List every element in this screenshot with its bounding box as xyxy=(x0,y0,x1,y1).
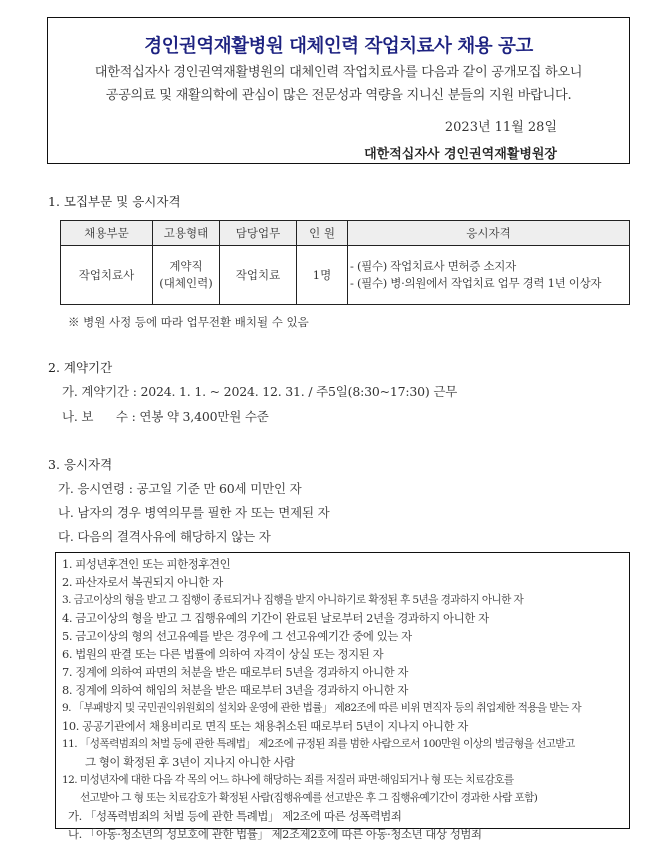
age-requirement: 가. 응시연령 : 공고일 기준 만 60세 미만인 자 xyxy=(58,481,302,496)
section-2-title: 2. 계약기간 xyxy=(48,360,113,375)
col-header-duty: 담당업무 xyxy=(220,221,297,246)
col-header-department: 채용부문 xyxy=(61,221,153,246)
col-header-employment-type: 고용형태 xyxy=(153,221,220,246)
list-item: 6. 법원의 판결 또는 다른 법률에 의하여 자격이 상실 또는 정지된 자 xyxy=(62,647,384,661)
intro-text xyxy=(54,61,623,107)
list-item: 2. 파산자로서 복권되지 아니한 자 xyxy=(62,575,223,589)
list-item: 7. 징계에 의하여 파면의 처분을 받은 때로부터 5년을 경과하지 아니한 자 xyxy=(62,665,409,679)
list-item: 8. 징계에 의하여 해임의 처분을 받은 때로부터 3년을 경과하지 아니한 자 xyxy=(62,683,409,697)
table-header-row xyxy=(61,221,630,246)
employment-type-line-2: (대체인력) xyxy=(159,276,213,290)
list-subitem: 가. 「성폭력범죄의 처벌 등에 관한 특례법」 제2조에 따른 성폭력범죄 xyxy=(68,809,402,823)
col-header-headcount: 인 원 xyxy=(297,221,348,246)
employment-type-line-1: 계약직 xyxy=(169,259,203,273)
section-3-title: 3. 응시자격 xyxy=(48,457,113,472)
section-1-title: 1. 모집부문 및 응시자격 xyxy=(48,194,181,209)
list-item: 10. 공공기관에서 채용비리로 면직 또는 채용취소된 때로부터 5년이 지나지 아니한 자 xyxy=(62,719,468,733)
reassignment-note: ※ 병원 사정 등에 따라 업무전환 배치될 수 있음 xyxy=(68,315,309,329)
intro-line-2: 공공의료 및 재활의학에 관심이 많은 전문성과 역량을 지니신 분들의 지원 바랍니다. xyxy=(105,88,572,103)
disqualification-list xyxy=(55,552,630,841)
contract-period: 가. 계약기간 : 2024. 1. 1. ~ 2024. 12. 31. / 주5일(8:30~17:30) 근무 xyxy=(62,384,458,399)
list-item: 12. 미성년자에 대한 다음 각 목의 어느 하나에 해당하는 죄를 저질러 파면·해임되거나 형 또는 치료감호를 xyxy=(62,774,514,786)
list-item: 5. 금고이상의 형의 선고유예를 받은 경우에 그 선고유예기간 중에 있는 자 xyxy=(62,629,412,643)
military-requirement: 나. 남자의 경우 병역의무를 필한 자 또는 면제된 자 xyxy=(58,505,330,520)
col-header-qualification: 응시자격 xyxy=(348,221,630,246)
announcement-date: 2023년 11월 28일 xyxy=(444,120,557,135)
cell-duty: 작업치료 xyxy=(220,246,297,305)
list-item: 11. 「성폭력범죄의 처벌 등에 관한 특례법」 제2조에 규정된 죄를 범한 사람으로서 100만원 이상의 벌금형을 선고받고 xyxy=(62,738,575,750)
cell-department: 작업치료사 xyxy=(61,246,153,305)
salary: 나. 보 수 : 연봉 약 3,400만원 수준 xyxy=(62,409,269,424)
qualification-line-1: - (필수) 작업치료사 면허증 소지자 xyxy=(350,259,516,273)
announcement-header-box xyxy=(47,17,630,164)
signer: 대한적십자사 경인권역재활병원장 xyxy=(364,147,557,162)
disqualification-intro: 다. 다음의 결격사유에 해당하지 않는 자 xyxy=(58,529,271,544)
cell-employment-type xyxy=(153,246,220,305)
intro-line-1: 대한적십자사 경인권역재활병원의 대체인력 작업치료사를 다음과 같이 공개모집 하오니 xyxy=(94,65,583,80)
cell-headcount: 1명 xyxy=(297,246,348,305)
qualification-line-2: - (필수) 병·의원에서 작업치료 업무 경력 1년 이상자 xyxy=(350,276,602,290)
list-item: 3. 금고이상의 형을 받고 그 집행이 종료되거나 집행을 받지 아니하기로 확정된 후 5년을 경과하지 아니한 자 xyxy=(62,594,524,606)
list-item-continuation: 선고받아 그 형 또는 치료감호가 확정된 사람(집행유예를 선고받은 후 그 집행유예기간이 경과한 사람 포함) xyxy=(80,792,538,804)
list-item: 1. 피성년후견인 또는 피한정후견인 xyxy=(62,557,231,571)
list-item: 9. 「부패방지 및 국민권익위원회의 설치와 운영에 관한 법률」 제82조에 따른 비위 면직자 등의 취업제한 적용을 받는 자 xyxy=(62,702,581,714)
list-subitem: 나. 「아동·청소년의 성보호에 관한 법률」 제2조제2호에 따른 아동·청소년 대상 성범죄 xyxy=(68,827,482,841)
recruitment-table xyxy=(60,220,630,305)
list-item-continuation: 그 형이 확정된 후 3년이 지나지 아니한 사람 xyxy=(85,755,295,769)
page-title: 경인권역재활병원 대체인력 작업치료사 채용 공고 xyxy=(144,36,533,57)
list-item: 4. 금고이상의 형을 받고 그 집행유예의 기간이 완료된 날로부터 2년을 경과하지 아니한 자 xyxy=(62,611,489,625)
table-row xyxy=(61,246,630,305)
cell-qualification xyxy=(348,246,630,305)
